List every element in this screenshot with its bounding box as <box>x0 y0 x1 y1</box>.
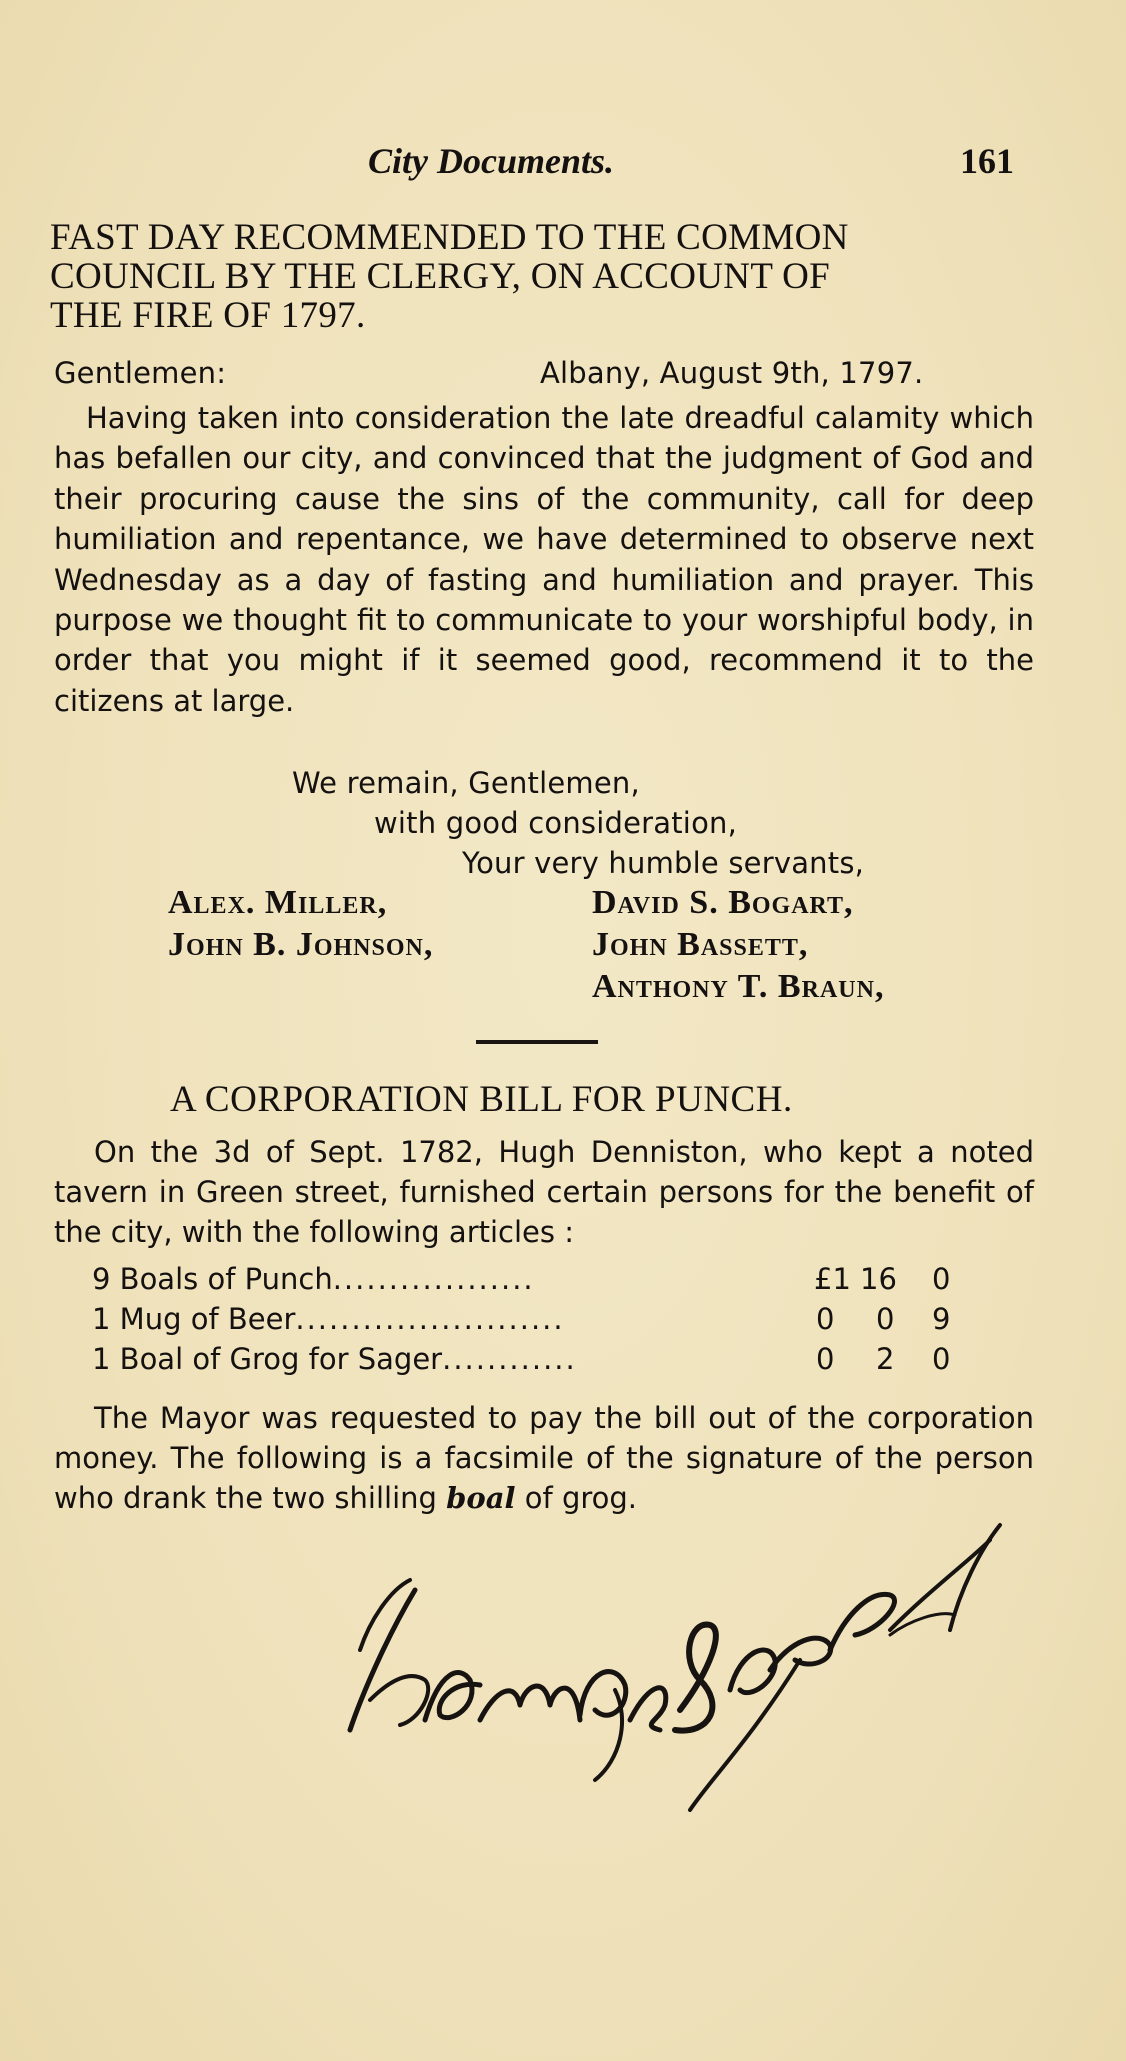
bill-closing-text: The Mayor was requested to pay the bill out of the corporation money. The following is a facsimile of the signature of the person who drank the two shilling <box>54 1401 1034 1515</box>
section-divider <box>476 1040 598 1044</box>
bill-pence: 9 <box>932 1302 951 1336</box>
heading-line: COUNCIL BY THE CLERGY, ON ACCOUNT OF <box>50 256 830 297</box>
bill-item: 9 Boals of Punch.................. <box>92 1262 535 1296</box>
bill-closing-italic: boal <box>446 1481 516 1515</box>
running-head-title: City Documents. <box>368 141 615 181</box>
bill-intro: On the 3d of Sept. 1782, Hugh Denniston, who kept a noted tavern in Green street, furnished certain persons for the benefit of the city, with the following articles : <box>54 1135 1034 1249</box>
bill-pence: 0 <box>932 1342 951 1376</box>
bill-closing-end: of grog. <box>524 1481 638 1515</box>
signer-name: David S. Bogart, <box>592 884 854 921</box>
salutation: Gentlemen: <box>54 356 227 390</box>
page-number: 161 <box>960 141 1014 181</box>
bill-row <box>92 1262 972 1302</box>
bill-pounds: 0 <box>816 1342 835 1376</box>
closing-line: We remain, Gentlemen, <box>292 766 640 800</box>
bill-pounds: £1 <box>814 1262 851 1296</box>
signer-name: John B. Johnson, <box>168 926 434 963</box>
signer-name: Anthony T. Braun, <box>592 968 885 1005</box>
bill-row <box>92 1302 972 1342</box>
bill-shillings: 16 <box>860 1262 897 1296</box>
place-date: Albany, August 9th, 1797. <box>540 356 924 390</box>
bill-item: 1 Mug of Beer........................ <box>92 1302 565 1336</box>
bill-pence: 0 <box>932 1262 951 1296</box>
bill-item: 1 Boal of Grog for Sager............ <box>92 1342 577 1376</box>
bill-closing <box>54 1398 1034 1518</box>
bill-shillings: 0 <box>876 1302 895 1336</box>
running-head <box>0 140 1126 190</box>
heading-line: FAST DAY RECOMMENDED TO THE COMMON <box>50 217 849 258</box>
bill-pounds: 0 <box>816 1302 835 1336</box>
closing-line: with good consideration, <box>374 806 738 840</box>
signature-facsimile <box>330 1520 1030 1820</box>
heading-line: THE FIRE OF 1797. <box>50 295 366 336</box>
closing-line: Your very humble servants, <box>462 846 865 880</box>
signer-name: Alex. Miller, <box>168 884 388 921</box>
bill-row <box>92 1342 972 1382</box>
letter-body: Having taken into consideration the late dreadful calamity which has befallen our city, and convinced that the judgment of God and their procuring cause the sins of the community, call for deep humiliation and repentance, we have determined to observe next Wednesday as a day of fasting and humiliation and prayer. This purpose we thought fit to communicate to your worshipful body, in order that you might if it seemed good, recommend it to the citizens at large. <box>54 401 1034 718</box>
section-heading-fast-day <box>50 218 1088 335</box>
section-heading-punch-bill: A CORPORATION BILL FOR PUNCH. <box>170 1079 793 1120</box>
signer-name: John Bassett, <box>592 926 809 963</box>
bill-shillings: 2 <box>876 1342 895 1376</box>
